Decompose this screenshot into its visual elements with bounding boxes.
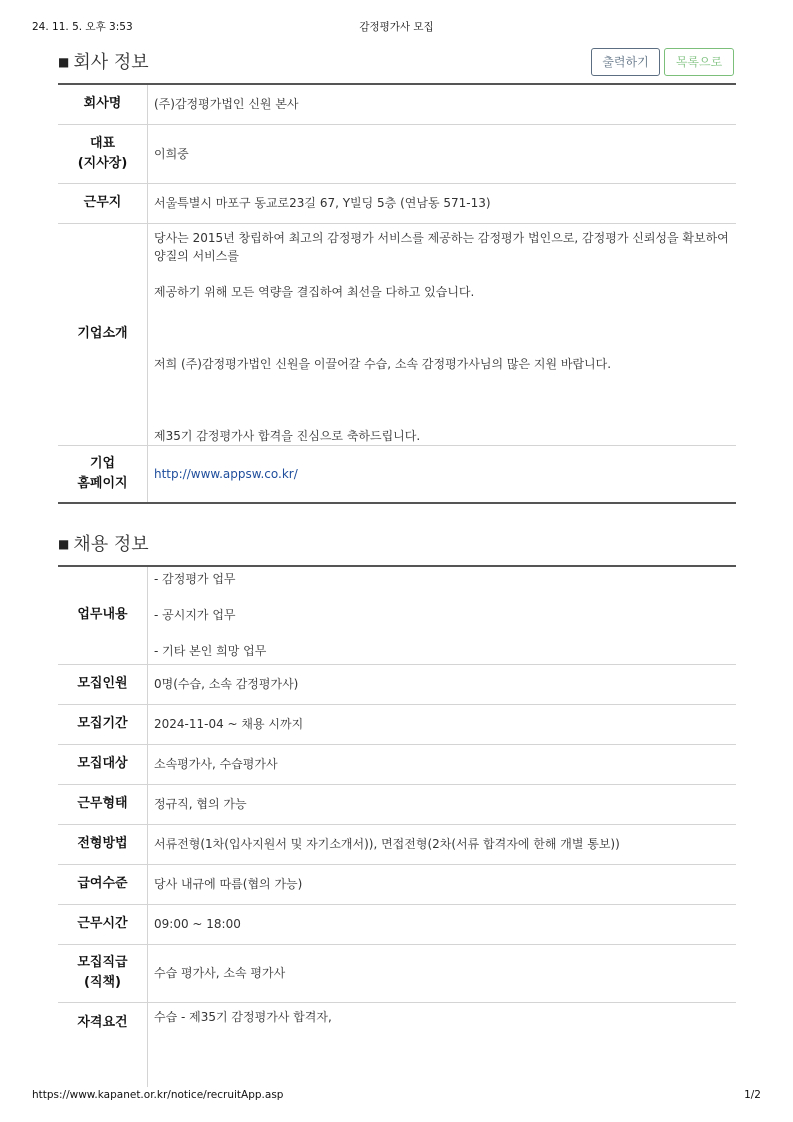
duty-item: - 기타 본인 희망 업무 — [154, 644, 267, 659]
qualification-value: 수습 - 제35기 감정평가사 합격자, — [154, 1009, 332, 1024]
print-title: 감정평가사 모집 — [359, 21, 434, 33]
table-row — [58, 704, 736, 744]
qualification-label: 자격요건 — [58, 1002, 148, 1087]
period-value: 2024-11-04 ~ 채용 시까지 — [148, 704, 737, 744]
employment-value: 정규직, 협의 가능 — [148, 784, 737, 824]
table-row — [58, 784, 736, 824]
headcount-value: 0명(수습, 소속 감정평가사) — [148, 664, 737, 704]
print-header — [32, 19, 761, 35]
duties-value — [148, 566, 737, 664]
intro-paragraph: 당사는 2015년 창립하여 최고의 감정평가 서비스를 제공하는 감정평가 법인으로, 감정평가 신뢰성을 확보하여 양질의 서비스를 — [154, 230, 729, 263]
duty-item: - 공시지가 업무 — [154, 608, 236, 623]
table-row — [58, 183, 736, 223]
recruit-info-heading: ■ 채용 정보 — [58, 534, 149, 555]
table-row — [58, 864, 736, 904]
intro-label: 기업소개 — [58, 223, 148, 445]
print-footer — [32, 1089, 761, 1105]
table-row — [58, 445, 736, 503]
process-label: 전형방법 — [58, 824, 148, 864]
intro-paragraph: 제35기 감정평가사 합격을 진심으로 축하드립니다. — [154, 428, 421, 443]
location-label: 근무지 — [58, 183, 148, 223]
intro-paragraph: 제공하기 위해 모든 역량을 결집하여 최선을 다하고 있습니다. — [154, 284, 475, 299]
process-value: 서류전형(1차(입사지원서 및 자기소개서)), 면접전형(2차(서류 합격자에 한해 개별 통보)) — [148, 824, 737, 864]
duty-item: - 감정평가 업무 — [154, 572, 236, 587]
position-value: 수습 평가사, 소속 평가사 — [148, 944, 737, 1002]
table-row — [58, 124, 736, 183]
ceo-value: 이희중 — [148, 124, 737, 183]
table-row — [58, 944, 736, 1002]
homepage-link[interactable]: http://www.appsw.co.kr/ — [154, 466, 298, 481]
intro-value — [148, 223, 737, 445]
table-row — [58, 664, 736, 704]
table-row — [58, 744, 736, 784]
salary-value: 당사 내규에 따름(협의 가능) — [148, 864, 737, 904]
target-label: 모집대상 — [58, 744, 148, 784]
table-row — [58, 1002, 736, 1087]
ceo-label: 대표 (지사장) — [58, 124, 148, 183]
table-row — [58, 904, 736, 944]
table-row — [58, 566, 736, 664]
table-row — [58, 824, 736, 864]
period-label: 모집기간 — [58, 704, 148, 744]
hours-label: 근무시간 — [58, 904, 148, 944]
location-value: 서울특별시 마포구 동교로23길 67, Y빌딩 5층 (연남동 571-13) — [148, 183, 737, 223]
table-row — [58, 223, 736, 445]
headcount-label: 모집인원 — [58, 664, 148, 704]
company-info-heading: ■ 회사 정보 — [58, 52, 149, 73]
recruit-info-table — [58, 565, 736, 1087]
target-value: 소속평가사, 수습평가사 — [148, 744, 737, 784]
square-bullet-icon: ■ — [58, 537, 70, 551]
print-button[interactable]: 출력하기 — [591, 48, 660, 76]
salary-label: 급여수준 — [58, 864, 148, 904]
duties-label: 업무내용 — [58, 566, 148, 664]
back-to-list-button[interactable]: 목록으로 — [664, 48, 734, 76]
page-number: 1/2 — [744, 1089, 761, 1101]
square-bullet-icon: ■ — [58, 55, 70, 69]
employment-label: 근무형태 — [58, 784, 148, 824]
homepage-label: 기업 홈페이지 — [58, 445, 148, 503]
print-datetime: 24. 11. 5. 오후 3:53 — [32, 21, 133, 33]
position-label: 모집직급 (직책) — [58, 944, 148, 1002]
print-url: https://www.kapanet.or.kr/notice/recruitApp.asp — [32, 1089, 284, 1101]
company-name-label: 회사명 — [58, 84, 148, 124]
hours-value: 09:00 ~ 18:00 — [148, 904, 737, 944]
company-name-value: (주)감정평가법인 신원 본사 — [148, 84, 737, 124]
intro-paragraph: 저희 (주)감정평가법인 신원을 이끌어갈 수습, 소속 감정평가사님의 많은 지원 바랍니다. — [154, 356, 612, 371]
table-row — [58, 84, 736, 124]
company-info-table — [58, 83, 736, 504]
